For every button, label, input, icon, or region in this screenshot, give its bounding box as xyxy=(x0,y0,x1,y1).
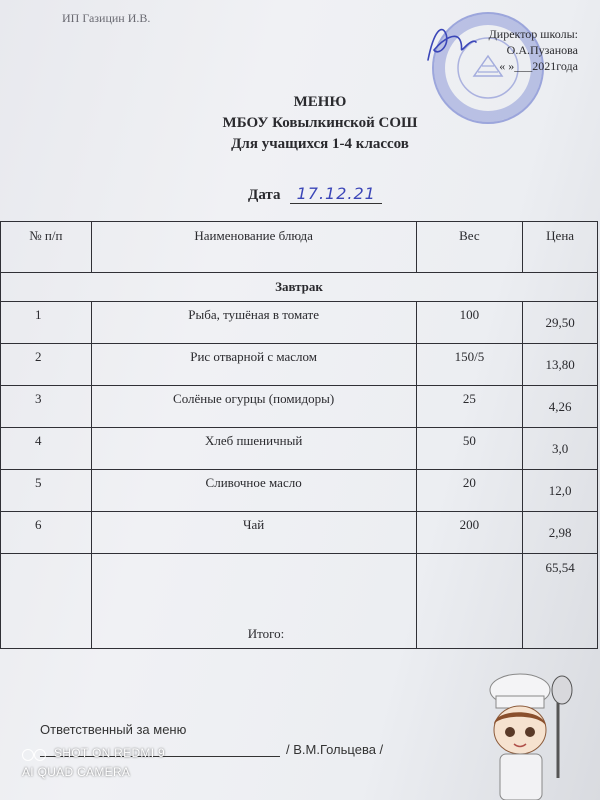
camera-dots-icon xyxy=(22,748,48,760)
approval-name: О.А.Пузанова xyxy=(506,43,578,57)
chef-illustration xyxy=(462,668,592,800)
table-row xyxy=(1,386,598,428)
row-dish: Рыба, тушёная в томате xyxy=(91,302,416,344)
issuer-label: ИП Газицин И.В. xyxy=(62,11,151,25)
watermark-text-1: SHOT ON REDMI 9 xyxy=(54,746,165,760)
row-dish: Хлеб пшеничный xyxy=(91,428,416,470)
watermark-line-1 xyxy=(22,744,165,763)
header-weight: Вес xyxy=(416,222,523,273)
row-number: 2 xyxy=(1,344,92,386)
row-number: 4 xyxy=(1,428,92,470)
row-number: 3 xyxy=(1,386,92,428)
approval-block xyxy=(470,26,578,74)
row-weight: 25 xyxy=(416,386,523,428)
total-value: 65,54 xyxy=(523,554,598,649)
date-label: Дата xyxy=(248,187,281,203)
table-row xyxy=(1,470,598,512)
row-price: 4,26 xyxy=(523,386,598,428)
row-number: 5 xyxy=(1,470,92,512)
row-dish: Сливочное масло xyxy=(91,470,416,512)
row-weight: 20 xyxy=(416,470,523,512)
row-price: 2,98 xyxy=(523,512,598,554)
table-row xyxy=(1,512,598,554)
row-weight: 150/5 xyxy=(416,344,523,386)
total-label: Итого: xyxy=(247,626,285,641)
title-line-1: МЕНЮ xyxy=(293,94,347,110)
date-value: 17.12.21 xyxy=(290,184,382,204)
watermark-text-2: AI QUAD CAMERA xyxy=(22,765,131,779)
row-price: 13,80 xyxy=(523,344,598,386)
row-price: 3,0 xyxy=(523,428,598,470)
table-header-row xyxy=(1,222,598,273)
responsible-name: / В.М.Гольцева / xyxy=(286,742,384,757)
approval-position: Директор школы: xyxy=(488,27,578,41)
table-row xyxy=(1,344,598,386)
row-price: 12,0 xyxy=(523,470,598,512)
total-row xyxy=(1,554,598,649)
menu-table xyxy=(0,221,598,649)
responsible-label: Ответственный за меню xyxy=(40,722,187,737)
table-row xyxy=(1,302,598,344)
title-line-3: Для учащихся 1-4 классов xyxy=(231,136,409,152)
row-weight: 100 xyxy=(416,302,523,344)
row-price: 29,50 xyxy=(523,302,598,344)
row-dish: Чай xyxy=(91,512,416,554)
date-line xyxy=(248,184,382,204)
approval-date: « »___2021года xyxy=(499,59,578,73)
header-name: Наименование блюда xyxy=(91,222,416,273)
row-number: 1 xyxy=(1,302,92,344)
row-dish: Рис отварной с маслом xyxy=(91,344,416,386)
total-label-cell xyxy=(91,554,416,649)
row-weight: 200 xyxy=(416,512,523,554)
row-number: 6 xyxy=(1,512,92,554)
camera-watermark xyxy=(22,744,165,782)
watermark-line-2 xyxy=(22,763,165,782)
section-breakfast: Завтрак xyxy=(1,273,598,302)
header-price: Цена xyxy=(523,222,598,273)
section-row xyxy=(1,273,598,302)
table-row xyxy=(1,428,598,470)
row-dish: Солёные огурцы (помидоры) xyxy=(91,386,416,428)
title-line-2: МБОУ Ковылкинской СОШ xyxy=(222,115,418,131)
document-title xyxy=(170,92,470,155)
total-empty-cell xyxy=(1,554,92,649)
row-weight: 50 xyxy=(416,428,523,470)
header-number: № п/п xyxy=(1,222,92,273)
total-weight-cell xyxy=(416,554,523,649)
